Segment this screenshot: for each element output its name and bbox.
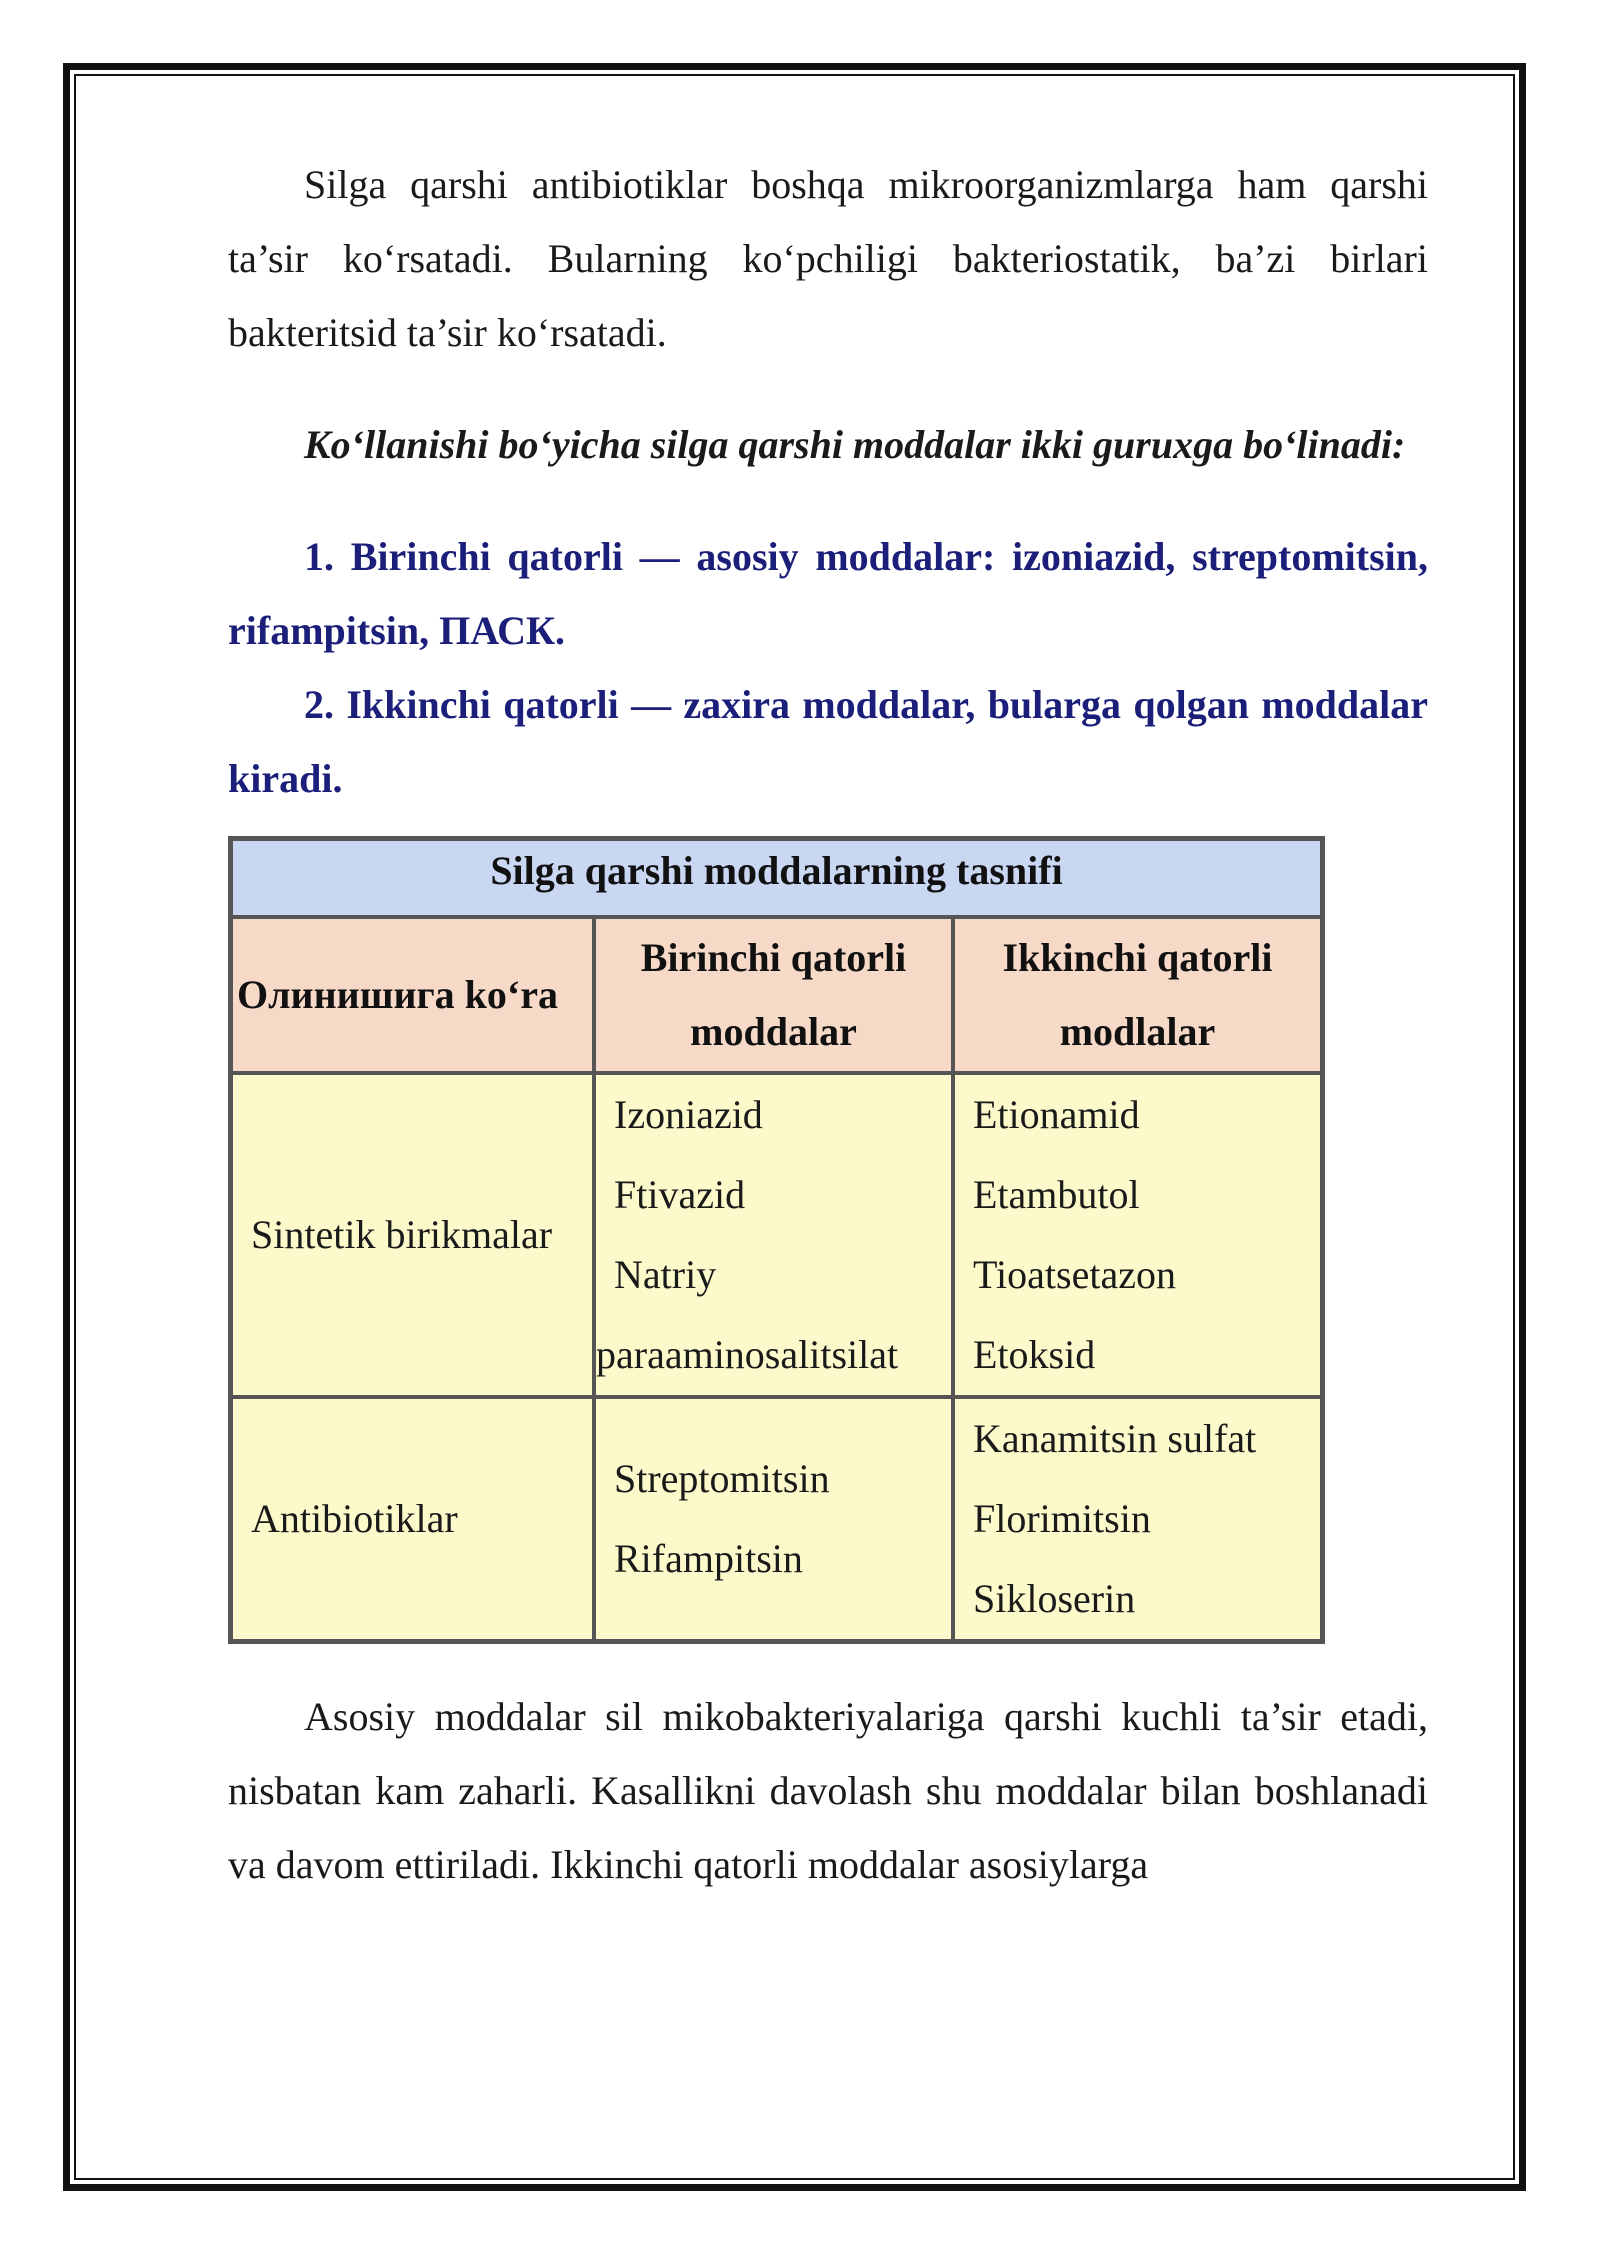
- antibiotics-first-line-list: [594, 1397, 953, 1641]
- list-item: Izoniazid: [614, 1092, 763, 1137]
- list-item: paraaminosalitsilat: [596, 1332, 899, 1377]
- synthetic-first-line-list: [594, 1073, 953, 1397]
- table-title: Silga qarshi moddalarning tasnifi: [231, 839, 1322, 917]
- table-header-first-line: Birinchi qatorli moddalar: [594, 917, 953, 1073]
- list-item: Rifampitsin: [614, 1536, 803, 1581]
- list-item: Florimitsin: [973, 1496, 1151, 1541]
- list-item: Kanamitsin sulfat: [973, 1416, 1257, 1461]
- list-item-second-line: 2. Ikkinchi qatorli — zaxira moddalar, bularga qolgan moddalar kiradi.: [228, 682, 1428, 801]
- row-label-antibiotics: Antibiotiklar: [231, 1397, 594, 1641]
- table-row: [231, 1397, 1322, 1641]
- list-item: Streptomitsin: [614, 1456, 830, 1501]
- closing-paragraph: Asosiy moddalar sil mikobakteriyalariga qarshi kuchli ta’sir etadi, nisbatan kam zaharli. Kasallikni davolash shu moddalar bilan boshlanadi va davom ettiriladi. Ikkinchi qatorli moddalar asosiylarga: [228, 1694, 1428, 1887]
- table-header-second-line: Ikkinchi qatorli modlalar: [953, 917, 1322, 1073]
- list-item: Etionamid: [973, 1092, 1140, 1137]
- intro-paragraph: Silga qarshi antibiotiklar boshqa mikroorganizmlarga ham qarshi ta’sir ko‘rsatadi. Bularning ko‘pchiligi bakteriostatik, ba’zi birlari bakteritsid ta’sir ko‘rsatadi.: [228, 162, 1428, 355]
- list-item: Natriy: [614, 1252, 717, 1297]
- list-item-first-line: 1. Birinchi qatorli — asosiy moddalar: izoniazid, streptomitsin, rifampitsin, ПАСК.: [228, 534, 1428, 653]
- list-item: Tioatsetazon: [973, 1252, 1176, 1297]
- list-item: Etambutol: [973, 1172, 1140, 1217]
- row-label-synthetic: Sintetik birikmalar: [231, 1073, 594, 1397]
- list-item: Sikloserin: [973, 1576, 1136, 1621]
- classification-table: [228, 836, 1325, 1644]
- list-item: Etoksid: [973, 1332, 1096, 1377]
- page-content: [228, 148, 1428, 1902]
- list-item: Ftivazid: [614, 1172, 746, 1217]
- groups-heading: Ko‘llanishi bo‘yicha silga qarshi moddalar ikki guruxga bo‘linadi:: [304, 422, 1406, 467]
- table-row: [231, 1073, 1322, 1397]
- antibiotics-second-line-list: [953, 1397, 1322, 1641]
- synthetic-second-line-list: [953, 1073, 1322, 1397]
- table-header-origin: Олинишига ko‘ra: [231, 917, 594, 1073]
